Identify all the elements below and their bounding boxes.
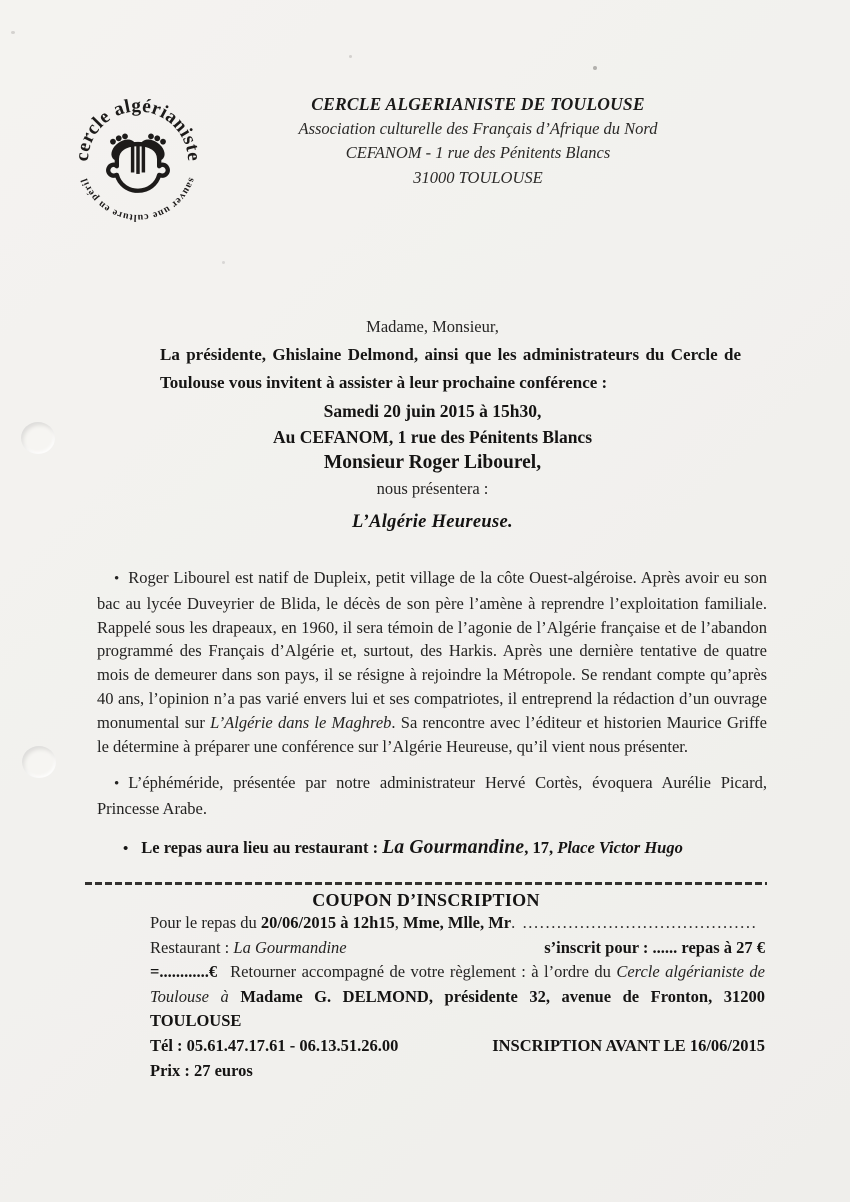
restaurant-line [97, 836, 767, 862]
bullet-icon: • [114, 571, 120, 587]
amount-fill-in-field: =............€ [150, 962, 218, 982]
phone-numbers: Tél : 05.61.47.17.61 - 06.13.51.26.00 [150, 1035, 399, 1055]
scan-speck [349, 55, 352, 58]
letter-body [100, 316, 765, 533]
coupon-body [150, 911, 765, 1083]
restaurant-name: La Gourmandine [382, 836, 525, 858]
scan-speck [222, 261, 225, 264]
coupon-contact-line [150, 1034, 765, 1059]
logo-bottom-text: sauver une culture en péril [79, 176, 197, 224]
payment-paragraph [150, 960, 765, 1034]
bullet-icon: • [114, 776, 120, 793]
org-title: CERCLE ALGERIANISTE DE TOULOUSE [311, 94, 645, 114]
event-date: Samedi 20 juin 2015 à 15h30, [323, 401, 542, 421]
scan-speck [11, 31, 15, 34]
meal-datetime: 20/06/2015 à 12h15 [260, 913, 395, 932]
punch-hole-bottom [22, 746, 56, 778]
talk-title: L’Algérie Heureuse. [352, 512, 513, 532]
coupon-title: COUPON D’INSCRIPTION [312, 890, 540, 910]
scan-speck [593, 66, 597, 70]
ephemeride-paragraph [97, 771, 767, 821]
name-fill-in-field: . ......................................... [511, 913, 758, 932]
bio-text-2: . Sa rencontre avec l’éditeur et historien Maurice Griffe le détermine à préparer une conférence sur l’Algérie Heureuse, qu’il vient nous présenter. [97, 712, 767, 756]
coupon-restaurant-line [150, 936, 765, 961]
deadline-notice: INSCRIPTION AVANT LE 16/06/2015 [492, 1035, 765, 1055]
book-title: L’Algérie dans le Maghreb [210, 712, 392, 732]
letter-bullets [97, 566, 767, 862]
payment-instructions: Retourner accompagné de votre règlement : à l’ordre du [230, 962, 617, 982]
event-venue: Au CEFANOM, 1 rue des Pénitents Blancs [272, 426, 593, 447]
speaker-name: Monsieur Roger Libourel, [323, 452, 542, 473]
org-address-line2: 31000 TOULOUSE [413, 167, 543, 187]
meal-comma: , [394, 913, 404, 932]
cut-line-divider [85, 882, 767, 885]
guest-titles: Mme, Mlle, Mr [403, 913, 512, 932]
restaurant-label: Le repas aura lieu au restaurant : [141, 837, 383, 857]
restaurant-label: Restaurant : [150, 937, 234, 957]
payee-addressee: Madame G. DELMOND, présidente 32, avenue de Fronton, 31200 TOULOUSE [150, 986, 765, 1031]
org-address-line1: CEFANOM - 1 rue des Pénitents Blancs [345, 143, 611, 162]
restaurant-name: La Gourmandine [233, 937, 347, 957]
logo-top-text: cercle algérianiste [71, 95, 205, 163]
salutation: Madame, Monsieur, [366, 317, 499, 336]
restaurant-left [150, 936, 347, 961]
price-line: Prix : 27 euros [150, 1060, 253, 1080]
bullet-icon: • [123, 840, 129, 857]
speaker-bio-paragraph [97, 566, 767, 758]
meal-pre: Pour le repas du [150, 913, 261, 932]
coupon-meal-line [150, 911, 765, 936]
ephemeride-text: L’éphéméride, présentée par notre administrateur Hervé Cortès, évoquera Aurélie Picard, Princesse Arabe. [97, 773, 767, 819]
restaurant-number: , 17, [524, 837, 558, 857]
letterhead [112, 92, 844, 190]
punch-hole-top [21, 422, 55, 454]
event-block [100, 399, 765, 501]
coupon-section [85, 882, 767, 1083]
inscribe-count-field: s’inscrit pour : ...... repas à 27 € [544, 937, 765, 957]
presents-line: nous présentera : [376, 479, 489, 498]
payee-org: Cercle algérianiste de Toulouse à [150, 962, 765, 1006]
bio-text-1: Roger Libourel est natif de Dupleix, petit village de la côte Ouest-algéroise. Après avoir eu son bac au lycée Duveyrier de Blida, le décès de son père l’amène à reprendre l’exploitation familiale. Rappelé sous les drapeaux, en 1960, il sera témoin de l’agonie de l’Algérie française et de l’abandon programmé des Français d’Algérie et, surtout, des Harkis. Après une dernière tentative de quatre mois de demeurer dans son pays, il se résigne à rejoindre la Métropole. Se rendant compte qu’après 40 ans, l’opinion n’a pas varié envers lui et ses compatriotes, il entreprend la rédaction d’un ouvrage monumental sur [97, 568, 767, 732]
invitation-paragraph: La présidente, Ghislaine Delmond, ainsi que les administrateurs du Cercle de Toulouse vous invitent à assister à leur prochaine conférence : [160, 345, 741, 392]
org-subtitle: Association culturelle des Français d’Afrique du Nord [298, 118, 658, 138]
restaurant-place: Place Victor Hugo [557, 837, 683, 857]
